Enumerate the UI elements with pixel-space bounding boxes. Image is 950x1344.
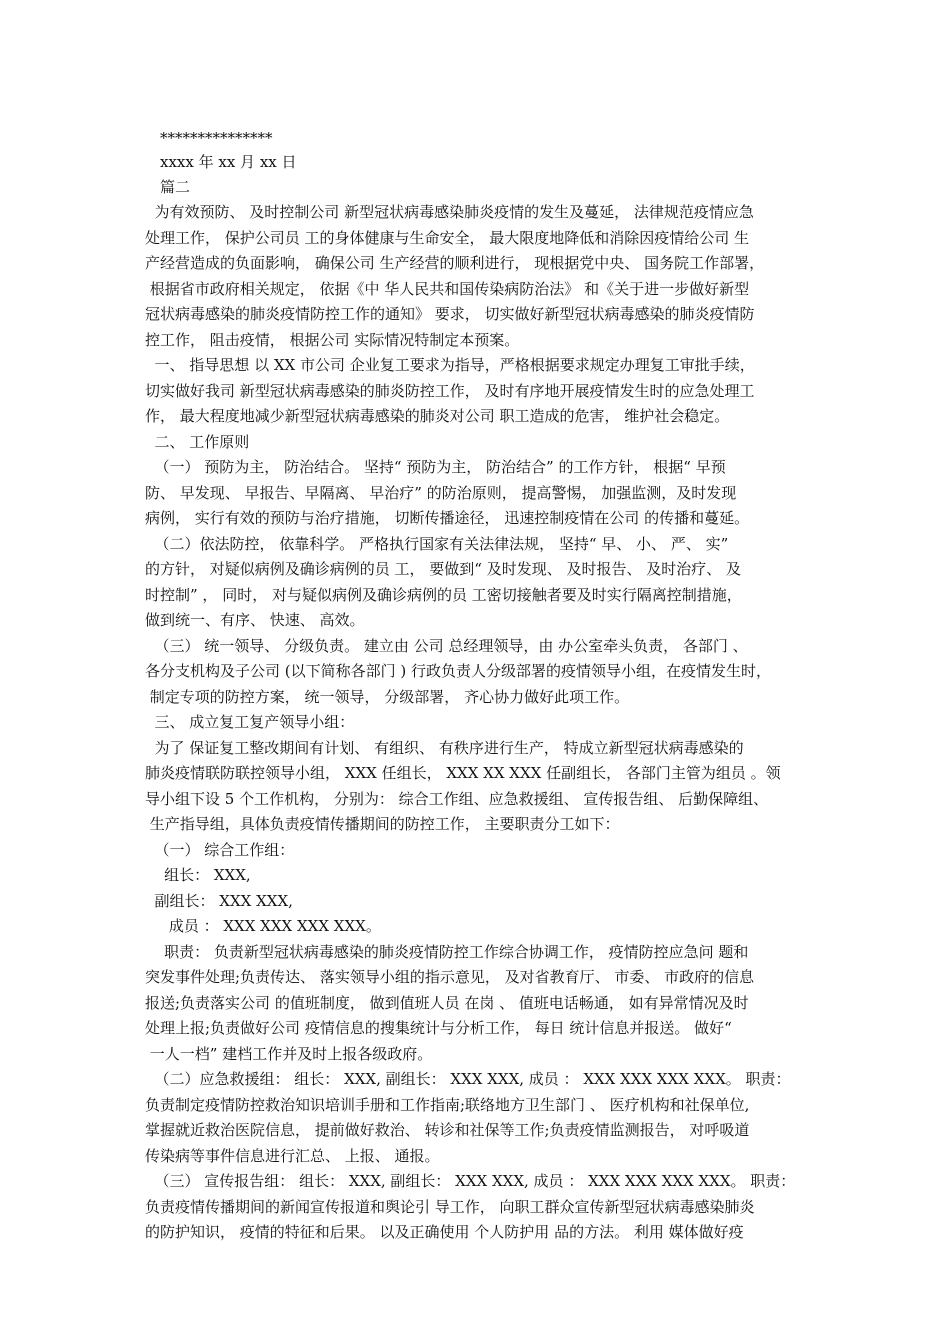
body-line: 病例， 实行有效的预防与治疗措施， 切断传播途径， 迅速控制疫情在公司 的传播和蔓延。 xyxy=(145,509,750,527)
body-line: （二）依法防控， 依靠科学。 严格执行国家有关法律法规， 坚持“ 早、 小、 严、 实” xyxy=(145,534,729,553)
body-line: （二）应急救援组： 组长： XXX, 副组长： XXX XXX, 成员 ： XXX XXX XXX XXX。 职责： xyxy=(145,1070,791,1088)
body-line: 报送;负责落实公司 的值班制度， 做到值班人员 在岗 、 值班电话畅通， 如有异常情况及时 xyxy=(145,993,749,1012)
section-heading: 篇二 xyxy=(160,178,191,196)
body-line: 导小组下设 5 个工作机构， 分别为： 综合工作组、应急救援组、 宣传报告组、 后勤保障组、 xyxy=(145,789,769,808)
body-line: 作， 最大程度地减少新型冠状病毒感染的肺炎对公司 职工造成的危害， 维护社会稳定。 xyxy=(145,407,730,425)
body-line: 产经营造成的负面影响， 确保公司 生产经营的顺利进行， 现根据党中央、 国务院工作部署， xyxy=(145,254,765,272)
body-line: （三） 宣传报告组： 组长： XXX, 副组长： XXX XXX, 成员 ： XXX XXX XXX XXX。 职责： xyxy=(145,1172,796,1190)
body-line: 副组长： XXX XXX, xyxy=(145,891,293,910)
body-line: 掌握就近救治医院信息， 提前做好救治、 转诊和社保等工作;负责疫情监测报告， 对呼吸道 xyxy=(145,1121,750,1139)
body-line: 处理上报;负责做好公司 疫情信息的搜集统计与分析工作， 每日 统计信息并报送。 做好“ xyxy=(145,1019,732,1037)
body-line: 各分支机构及子公司 (以下简称各部门 ) 行政负责人分级部署的疫情领导小组，在疫情发生时， xyxy=(145,662,772,680)
body-line: （一） 综合工作组： xyxy=(145,840,295,859)
body-line: 控工作， 阻击疫情， 根据公司 实际情况特制定本预案。 xyxy=(145,330,520,349)
body-line: 传染病等事件信息进行汇总、 上报、 通报。 xyxy=(145,1146,440,1165)
body-line: 生产指导组，具体负责疫情传播期间的防控工作， 主要职责分工如下： xyxy=(145,815,620,833)
body-line: 冠状病毒感染的肺炎疫情防控工作的通知》 要求， 切实做好新型冠状病毒感染的肺炎疫情防 xyxy=(145,305,755,323)
body-line: 为了 保证复工整改期间有计划、 有组织、 有秩序进行生产， 特成立新型冠状病毒感染的 xyxy=(145,738,744,757)
body-line: 做到统一、有序、 快速、 高效。 xyxy=(145,611,365,629)
body-line: 处理工作， 保护公司员 工的身体健康与生命安全， 最大限度地降低和消除因疫情给公司 生 xyxy=(145,228,750,247)
body-line: 突发事件处理;负责传达、 落实领导小组的指示意见， 及对省教育厅、 市委、 市政府的信息 xyxy=(145,968,755,986)
body-line: 根据省市政府相关规定， 依据《中 华人民共和国传染病防治法》 和《关于进一步做好新型 xyxy=(145,279,750,298)
body-line: 职责： 负责新型冠状病毒感染的肺炎疫情防控工作综合协调工作， 疫情防控应急问 题和 xyxy=(145,942,749,961)
signature-stars: *************** xyxy=(160,129,273,147)
body-line: 组长： XXX, xyxy=(145,866,251,884)
body-line: （三） 统一领导、 分级负责。 建立由 公司 总经理领导，由 办公室牵头负责， 各部门 、 xyxy=(145,636,748,655)
body-line: 负责制定疫情防控救治知识培训手册和工作指南;联络地方卫生部门 、 医疗机构和社保单位, xyxy=(145,1095,750,1114)
body-line: 一、 指导思想 以 XX 市公司 企业复工要求为指导，严格根据要求规定办理复工审批手续， xyxy=(145,356,755,374)
body-line: 二、 工作原则 xyxy=(145,432,250,451)
body-line: 时控制” ， 同时， 对与疑似病例及确诊病例的员 工密切接触者要及时实行隔离控制措施， xyxy=(145,585,742,604)
body-line: 切实做好我司 新型冠状病毒感染的肺炎防控工作， 及时有序地开展疫情发生时的应急处理工 xyxy=(145,381,755,400)
body-line: 的方针， 对疑似病例及确诊病例的员 工， 要做到“ 及时发现、 及时报告、 及时治疗、 及 xyxy=(145,560,742,578)
body-line: 负责疫情传播期间的新闻宣传报道和舆论引 导工作， 向职工群众宣传新型冠状病毒感染肺炎 xyxy=(145,1197,755,1216)
body-line: 一人一档” 建档工作并及时上报各级政府。 xyxy=(145,1044,433,1063)
body-line: 防、 早发现、 早报告、早隔离、 早治疗” 的防治原则， 提高警惕， 加强监测，及时发现 xyxy=(145,483,737,502)
body-line: 三、 成立复工复产领导小组： xyxy=(145,713,355,731)
body-line: 为有效预防、 及时控制公司 新型冠状病毒感染肺炎疫情的发生及蔓延， 法律规范疫情应急 xyxy=(145,203,754,221)
body-line: （一） 预防为主， 防治结合。 坚持“ 预防为主， 防治结合” 的工作方针， 根据“ 早预 xyxy=(145,458,726,476)
body-line: 的防护知识， 疫情的特征和后果。 以及正确使用 个人防护用 品的方法。 利用 媒体做好疫 xyxy=(145,1223,744,1241)
body-line: 制定专项的防控方案， 统一领导， 分级部署， 齐心协力做好此项工作。 xyxy=(145,687,630,706)
body-line: 成员 ： XXX XXX XXX XXX。 xyxy=(145,917,381,935)
body-line: 肺炎疫情联防联控领导小组， XXX 任组长， XXX XX XXX 任副组长， 各部门主管为组员 。领 xyxy=(145,764,781,782)
document-date: xxxx 年 xx 月 xx 日 xyxy=(160,153,297,171)
